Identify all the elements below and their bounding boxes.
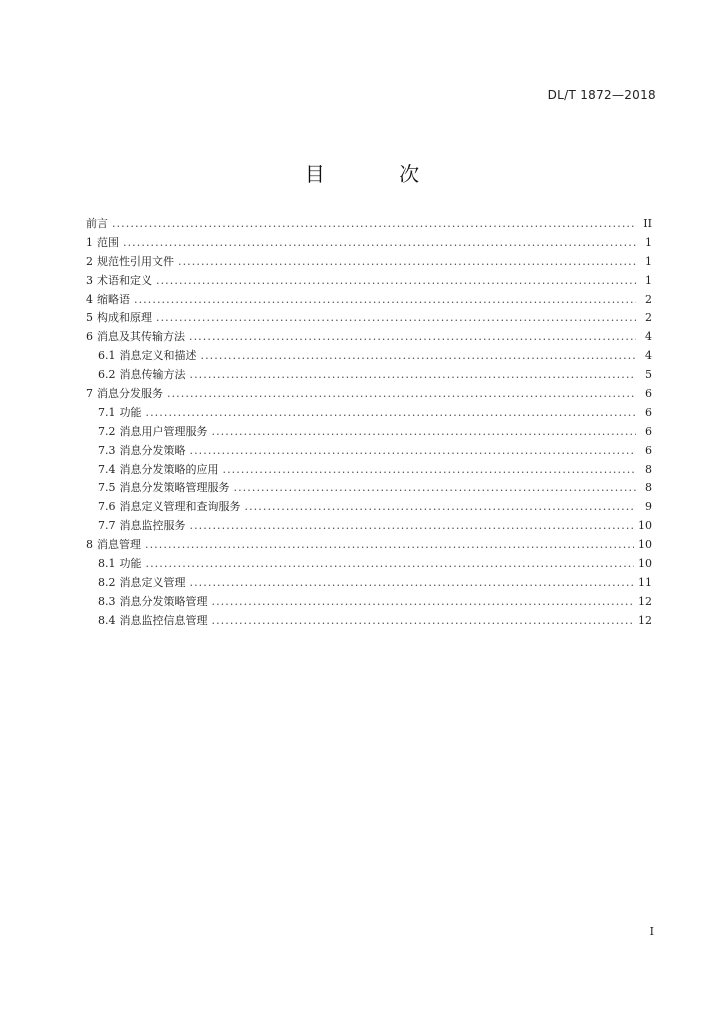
toc-entry-page: 10 (638, 538, 652, 552)
table-of-contents (86, 215, 652, 631)
toc-entry-number: 5 (86, 311, 93, 325)
toc-entry-text: 功能 (119, 405, 142, 419)
toc-entry-number: 7.5 (98, 481, 116, 495)
page-title: 目 次 (304, 162, 454, 186)
toc-entry-page: 2 (645, 311, 652, 325)
toc-dot-leader (112, 215, 636, 234)
toc-entry[interactable] (86, 612, 652, 631)
toc-dot-leader (146, 555, 635, 574)
toc-entry-number: 1 (86, 235, 93, 249)
toc-entry-page: 8 (645, 462, 652, 476)
toc-entry-label (98, 366, 186, 385)
toc-entry-page: 6 (645, 424, 652, 438)
toc-dot-leader (190, 517, 635, 536)
toc-entry-number: 6.2 (98, 368, 116, 382)
toc-dot-leader (190, 442, 637, 461)
toc-entry-label (86, 536, 141, 555)
toc-entry-page: 5 (645, 368, 652, 382)
toc-entry-label (86, 309, 152, 328)
toc-entry[interactable] (86, 253, 652, 272)
toc-entry[interactable] (86, 555, 652, 574)
toc-entry-text: 消息定义和描述 (119, 349, 197, 363)
toc-entry[interactable] (86, 234, 652, 253)
toc-entry[interactable] (86, 442, 652, 461)
toc-entry-label (86, 291, 130, 310)
toc-entry-label (98, 404, 142, 423)
toc-entry-number: 7.3 (98, 443, 116, 457)
toc-entry-number: 7.1 (98, 405, 116, 419)
toc-entry-page: 11 (638, 575, 652, 589)
toc-entry[interactable] (86, 309, 652, 328)
toc-entry-number: 8.3 (98, 594, 116, 608)
toc-entry-text: 规范性引用文件 (97, 254, 174, 268)
toc-entry-number: 7.6 (98, 500, 116, 514)
toc-entry-text: 消息监控服务 (119, 519, 186, 533)
toc-entry-number: 7.2 (98, 424, 116, 438)
toc-entry-page: 10 (638, 519, 652, 533)
toc-entry-page: 6 (645, 443, 652, 457)
toc-entry-label (98, 517, 186, 536)
toc-entry-text: 消息分发策略 (119, 443, 186, 457)
toc-entry[interactable] (86, 461, 652, 480)
toc-entry[interactable] (86, 347, 652, 366)
toc-entry-number: 7 (86, 387, 93, 401)
toc-entry[interactable] (86, 215, 652, 234)
toc-dot-leader (190, 574, 635, 593)
toc-entry-page: 10 (638, 557, 652, 571)
toc-entry-label (86, 253, 174, 272)
toc-dot-leader (212, 593, 635, 612)
toc-entry[interactable] (86, 328, 652, 347)
standard-code: DL/T 1872—2018 (547, 88, 656, 102)
toc-entry-label (98, 479, 230, 498)
toc-entry[interactable] (86, 593, 652, 612)
toc-entry-text: 消息分发策略的应用 (119, 462, 219, 476)
toc-entry-text: 消息及其传输方法 (97, 330, 185, 344)
toc-entry-label (98, 612, 208, 631)
toc-entry-label (98, 461, 219, 480)
toc-entry[interactable] (86, 272, 652, 291)
toc-dot-leader (190, 366, 637, 385)
toc-dot-leader (156, 272, 636, 291)
toc-entry-page: 1 (645, 235, 652, 249)
toc-entry-number: 4 (86, 292, 93, 306)
toc-entry-label (98, 423, 208, 442)
toc-entry-page: 1 (645, 273, 652, 287)
toc-entry-number: 7.7 (98, 519, 116, 533)
toc-entry-number: 7.4 (98, 462, 116, 476)
page-number: I (649, 925, 654, 938)
toc-entry[interactable] (86, 291, 652, 310)
toc-entry-label (86, 234, 119, 253)
toc-entry-page: 2 (645, 292, 652, 306)
toc-entry-number: 2 (86, 254, 93, 268)
toc-dot-leader (189, 328, 636, 347)
toc-dot-leader (146, 404, 637, 423)
toc-entry-text: 消息分发策略管理 (119, 594, 208, 608)
toc-entry[interactable] (86, 423, 652, 442)
toc-dot-leader (145, 536, 634, 555)
toc-entry-text: 前言 (86, 217, 108, 230)
toc-entry-number: 8.4 (98, 613, 116, 627)
toc-entry-text: 消息管理 (97, 538, 141, 552)
toc-entry-text: 消息用户管理服务 (119, 424, 208, 438)
toc-dot-leader (245, 498, 637, 517)
toc-entry-label (98, 593, 208, 612)
toc-dot-leader (123, 234, 636, 253)
toc-entry-label (98, 347, 197, 366)
toc-dot-leader (234, 479, 637, 498)
toc-entry[interactable] (86, 517, 652, 536)
toc-entry-page: 9 (645, 500, 652, 514)
toc-entry[interactable] (86, 479, 652, 498)
toc-entry-number: 8.1 (98, 557, 116, 571)
toc-entry-label (86, 272, 152, 291)
toc-entry-text: 术语和定义 (97, 273, 152, 287)
toc-entry-page: 6 (645, 387, 652, 401)
toc-entry[interactable] (86, 498, 652, 517)
toc-dot-leader (201, 347, 637, 366)
toc-entry-text: 消息定义管理和查询服务 (119, 500, 241, 514)
toc-entry-page: 4 (645, 330, 652, 344)
toc-entry[interactable] (86, 404, 652, 423)
toc-entry-text: 消息监控信息管理 (119, 613, 208, 627)
toc-dot-leader (134, 291, 636, 310)
toc-entry-number: 6.1 (98, 349, 116, 363)
toc-dot-leader (178, 253, 636, 272)
toc-entry-page: II (643, 217, 652, 230)
toc-entry-number: 8 (86, 538, 93, 552)
toc-entry-text: 缩略语 (97, 292, 130, 306)
toc-dot-leader (167, 385, 636, 404)
toc-entry-page: 8 (645, 481, 652, 495)
toc-entry-number: 3 (86, 273, 93, 287)
toc-entry-text: 功能 (119, 557, 142, 571)
toc-entry-label (98, 442, 186, 461)
toc-entry[interactable] (86, 536, 652, 555)
toc-entry[interactable] (86, 574, 652, 593)
toc-dot-leader (212, 612, 635, 631)
toc-entry-text: 范围 (97, 235, 119, 249)
toc-entry-label (86, 385, 163, 404)
toc-entry-text: 消息传输方法 (119, 368, 186, 382)
toc-entry[interactable] (86, 366, 652, 385)
toc-entry-page: 1 (645, 254, 652, 268)
toc-entry-label (98, 498, 241, 517)
toc-entry-label (98, 555, 142, 574)
toc-entry-number: 8.2 (98, 575, 116, 589)
toc-entry-text: 消息分发服务 (97, 387, 163, 401)
toc-entry-text: 消息定义管理 (119, 575, 186, 589)
toc-entry-page: 6 (645, 405, 652, 419)
toc-entry-page: 4 (645, 349, 652, 363)
toc-dot-leader (156, 309, 636, 328)
toc-dot-leader (212, 423, 637, 442)
toc-entry-label (86, 328, 185, 347)
toc-entry-text: 构成和原理 (97, 311, 152, 325)
toc-entry[interactable] (86, 385, 652, 404)
toc-entry-label (98, 574, 186, 593)
toc-dot-leader (223, 461, 637, 480)
toc-entry-number: 6 (86, 330, 93, 344)
toc-entry-page: 12 (638, 594, 652, 608)
toc-entry-page: 12 (638, 613, 652, 627)
toc-entry-text: 消息分发策略管理服务 (119, 481, 230, 495)
toc-entry-label (86, 215, 108, 234)
